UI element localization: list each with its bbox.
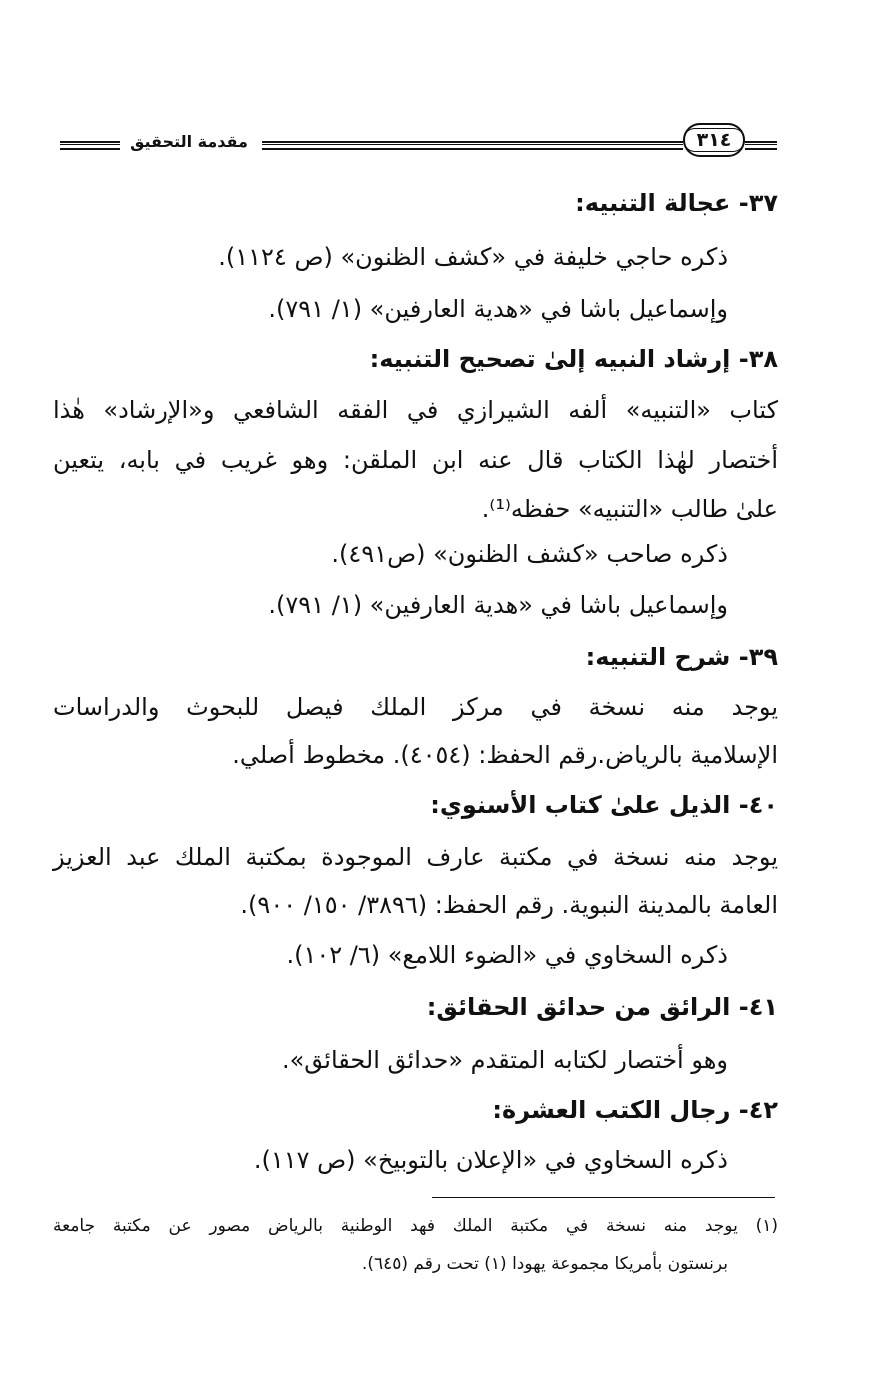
header-rule-left [60, 141, 120, 150]
running-header-title: مقدمة التحقيق [120, 132, 258, 151]
paragraph-line: يوجد منه نسخة في مكتبة عارف الموجودة بمكتبة الملك عبد العزيز [53, 843, 778, 871]
footnote-separator [432, 1197, 775, 1198]
header-rule-right [745, 141, 777, 150]
entry-heading-38: ٣٨- إرشاد النبيه إلىٰ تصحيح التنبيه: [369, 345, 778, 373]
entry-text: ذكره حاجي خليفة في «كشف الظنون» (ص ١١٢٤). [218, 243, 728, 271]
footnote-line: (١) يوجد منه نسخة في مكتبة الملك فهد الوطنية بالرياض مصور عن مكتبة جامعة [53, 1216, 778, 1236]
entry-text: وهو أختصار لكتابه المتقدم «حدائق الحقائق». [281, 1046, 728, 1074]
entry-heading-37: ٣٧- عجالة التنبيه: [575, 189, 778, 217]
entry-heading-42: ٤٢- رجال الكتب العشرة: [492, 1096, 778, 1124]
paragraph-line: يوجد منه نسخة في مركز الملك فيصل للبحوث والدراسات [53, 693, 778, 721]
entry-text: وإسماعيل باشا في «هدية العارفين» (١/ ٧٩١). [268, 591, 728, 619]
footnote-line: برنستون بأمريكا مجموعة يهودا (١) تحت رقم (٦٤٥). [361, 1254, 728, 1274]
entry-heading-41: ٤١- الرائق من حدائق الحقائق: [426, 993, 778, 1021]
paragraph-line: علىٰ طالب «التنبيه» حفظه⁽¹⁾. [481, 495, 778, 523]
paragraph-line: العامة بالمدينة النبوية. رقم الحفظ: (٣٨٩٦/ ١٥٠/ ٩٠٠). [240, 891, 778, 919]
entry-heading-39: ٣٩- شرح التنبيه: [585, 643, 778, 671]
entry-text: وإسماعيل باشا في «هدية العارفين» (١/ ٧٩١). [268, 295, 728, 323]
entry-text: ذكره السخاوي في «الضوء اللامع» (٦/ ١٠٢). [286, 941, 728, 969]
entry-heading-40: ٤٠- الذيل علىٰ كتاب الأسنوي: [430, 791, 778, 819]
entry-text: ذكره صاحب «كشف الظنون» (ص٤٩١). [331, 540, 728, 568]
paragraph-line: الإسلامية بالرياض.رقم الحفظ: (٤٠٥٤). مخطوط أصلي. [232, 741, 778, 769]
paragraph-line: أختصار لهٰذا الكتاب قال عنه ابن الملقن: وهو غريب في بابه، يتعين [53, 446, 778, 474]
entry-text: ذكره السخاوي في «الإعلان بالتوبيخ» (ص ١١٧). [253, 1146, 728, 1174]
paragraph-line: كتاب «التنبيه» ألفه الشيرازي في الفقه الشافعي و«الإرشاد» هٰذا [53, 396, 778, 424]
page-number-badge: ٣١٤ [683, 123, 745, 157]
header-rule-middle [262, 141, 683, 150]
